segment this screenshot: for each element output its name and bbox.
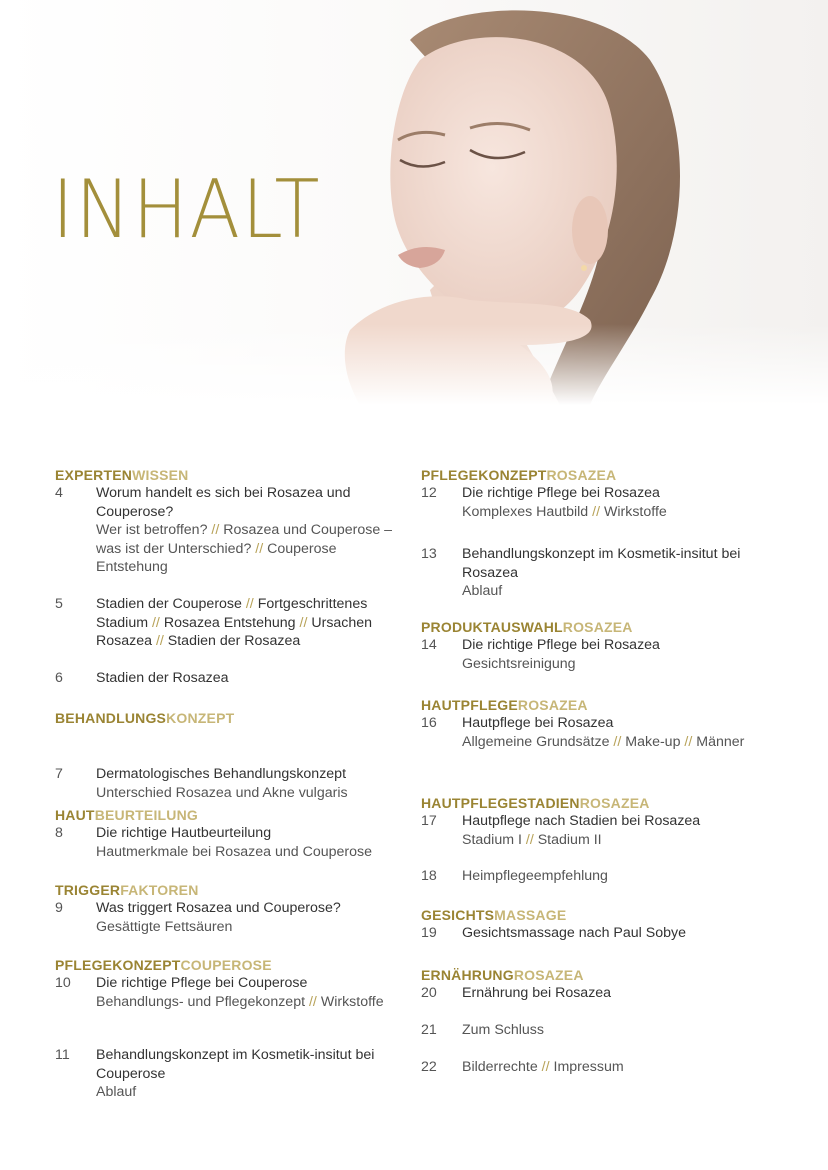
subtopic: Make-up — [625, 733, 681, 750]
entry-title: Hautpflege bei Rosazea — [462, 715, 614, 731]
toc-section — [421, 466, 751, 600]
subtopic: Bilderrechte — [462, 1059, 538, 1075]
section-heading-primary: PFLEGEKONZEPT — [421, 467, 547, 483]
separator: // — [148, 614, 164, 631]
subtopic: Couperose Entstehung — [96, 540, 337, 576]
subtopic: Wer ist betroffen? — [96, 522, 208, 539]
subtopic: Stadium I — [462, 831, 522, 848]
entry-title: Stadien der Rosazea — [96, 670, 229, 686]
entry-body — [96, 484, 410, 577]
entry-subtopics — [96, 595, 410, 651]
subtopic: Männer — [696, 733, 745, 750]
subtopic: Ablauf — [462, 583, 503, 600]
separator: // — [537, 1059, 554, 1075]
entry-title: Worum handelt es sich bei Rosazea und Couperose? — [96, 485, 351, 520]
toc-section — [421, 906, 751, 941]
entry-body — [96, 824, 410, 861]
entry-body — [462, 867, 751, 886]
entry-title: Dermatologisches Behandlungskonzept — [96, 766, 347, 782]
subtopic: Ablauf — [96, 1084, 137, 1101]
entry-subtopics — [462, 582, 751, 601]
entry-subtopics — [96, 1083, 410, 1102]
entry-subtopics — [96, 993, 410, 1012]
section-heading-primary: EXPERTEN — [55, 467, 133, 483]
subtopic: Stadium II — [537, 831, 602, 848]
page-number: 12 — [421, 485, 437, 501]
toc-section — [55, 806, 410, 860]
subtopic: Stadien der Rosazea — [167, 633, 301, 650]
entry-subtopics — [96, 784, 410, 803]
page-number: 20 — [421, 985, 437, 1001]
section-heading-secondary: WISSEN — [132, 467, 189, 483]
toc-entry[interactable] — [421, 714, 751, 751]
entry-body — [462, 1058, 751, 1077]
entry-subtopics — [96, 521, 410, 577]
separator: // — [680, 733, 697, 750]
toc-entry[interactable] — [421, 1021, 751, 1040]
page-number: 22 — [421, 1059, 437, 1075]
subtopic: Rosazea Entstehung — [163, 614, 296, 631]
entry-title: Die richtige Pflege bei Rosazea — [462, 485, 660, 501]
section-heading-primary: ERNÄHRUNG — [421, 967, 514, 983]
entry-body — [462, 924, 751, 943]
toc-section — [55, 466, 410, 686]
subtopic: Komplexes Hautbild — [462, 503, 589, 520]
toc-entry[interactable] — [55, 1046, 410, 1102]
entry-body — [462, 984, 751, 1003]
entry-body — [462, 1021, 751, 1040]
entry-body — [96, 899, 410, 936]
entry-body — [462, 812, 751, 849]
page-number: 16 — [421, 715, 437, 731]
entry-subtopics — [96, 843, 410, 862]
page-number: 9 — [55, 900, 63, 916]
entry-subtopics — [462, 831, 751, 850]
entry-body — [96, 669, 410, 688]
separator: // — [588, 503, 604, 520]
page-number: 5 — [55, 596, 63, 612]
section-heading-primary: BEHANDLUNGS — [55, 710, 167, 726]
entry-title: Die richtige Hautbeurteilung — [96, 825, 272, 841]
section-heading-secondary: BEURTEILUNG — [94, 807, 198, 823]
entry-subtopics — [96, 918, 410, 937]
entry-body — [462, 545, 751, 601]
section-heading-secondary: FAKTOREN — [120, 882, 199, 898]
subtopic: Zum Schluss — [462, 1022, 544, 1038]
separator: // — [207, 522, 224, 539]
entry-body — [96, 765, 410, 802]
entry-body — [462, 636, 751, 673]
toc-entry[interactable] — [421, 636, 751, 673]
section-heading-secondary: ROSAZEA — [546, 467, 617, 483]
toc-entry[interactable] — [55, 595, 410, 651]
entry-body — [96, 595, 410, 651]
toc-entry[interactable] — [55, 974, 410, 1011]
subtopic: Ursachen Rosazea — [96, 614, 373, 650]
section-heading-secondary: COUPEROSE — [180, 957, 272, 973]
page-number: 19 — [421, 925, 437, 941]
section-heading-secondary: ROSAZEA — [517, 697, 588, 713]
subtopic: Impressum — [553, 1059, 624, 1075]
separator: // — [241, 596, 258, 612]
entry-title: Was triggert Rosazea und Couperose? — [96, 900, 341, 916]
section-heading-primary: HAUTPFLEGESTADIEN — [421, 795, 580, 811]
section-heading — [421, 794, 751, 812]
page-number: 13 — [421, 546, 437, 562]
entry-title: Behandlungskonzept im Kosmetik-insitut bei Rosazea — [462, 546, 741, 581]
toc-section — [421, 794, 751, 884]
page-number: 8 — [55, 825, 63, 841]
toc-entry[interactable] — [421, 545, 751, 601]
entry-title: Die richtige Pflege bei Couperose — [96, 975, 308, 991]
section-heading-secondary: KONZEPT — [166, 710, 235, 726]
section-heading-secondary: ROSAZEA — [579, 795, 650, 811]
page-number: 10 — [55, 975, 71, 991]
entry-subtopics — [462, 503, 751, 522]
toc-entry[interactable] — [55, 765, 410, 802]
section-heading-primary: TRIGGER — [55, 882, 121, 898]
section-heading-secondary: MASSAGE — [494, 907, 567, 923]
toc-entry[interactable] — [421, 984, 751, 1003]
subtopic: Wirkstoffe — [603, 503, 667, 520]
section-heading — [55, 956, 410, 974]
entry-subtopics — [462, 867, 751, 886]
entry-body — [462, 484, 751, 521]
entry-title: Gesichtsmassage nach Paul Sobye — [462, 925, 686, 941]
toc-section — [55, 881, 410, 935]
toc-section — [55, 709, 410, 801]
entry-subtopics — [462, 1058, 751, 1077]
page-number: 4 — [55, 485, 63, 501]
subtopic: Heimpflegeempfehlung — [462, 868, 608, 884]
entry-body — [96, 1046, 410, 1102]
entry-subtopics — [462, 655, 751, 674]
toc-entry[interactable] — [421, 924, 751, 943]
entry-subtopics — [462, 1021, 751, 1040]
toc-entry[interactable] — [421, 484, 751, 521]
separator: // — [305, 993, 321, 1010]
entry-title: Hautpflege nach Stadien bei Rosazea — [462, 813, 701, 829]
toc-entry[interactable] — [55, 824, 410, 861]
section-heading — [55, 806, 410, 824]
section-heading-primary: PRODUKTAUSWAHL — [421, 619, 563, 635]
subtopic: Gesichtsreinigung — [462, 655, 576, 672]
separator: // — [152, 633, 168, 650]
section-heading — [421, 466, 751, 484]
toc-section — [421, 696, 751, 750]
subtopic: Rosazea und Couperose – was ist der Unterschied? — [96, 522, 393, 557]
toc-section — [421, 618, 751, 672]
page-number: 6 — [55, 670, 63, 686]
section-heading-secondary: ROSAZEA — [562, 619, 633, 635]
separator: // — [295, 614, 312, 631]
subtopic: Hautmerkmale bei Rosazea und Couperose — [96, 843, 373, 860]
page-number: 18 — [421, 868, 437, 884]
section-heading-primary: HAUT — [55, 807, 95, 823]
subtopic: Stadien der Couperose — [96, 596, 242, 612]
toc-entry[interactable] — [55, 899, 410, 936]
section-heading-primary: GESICHTS — [421, 907, 495, 923]
page-number: 7 — [55, 766, 63, 782]
page-number: 21 — [421, 1022, 437, 1038]
section-heading-primary: HAUTPFLEGE — [421, 697, 518, 713]
page-number: 17 — [421, 813, 437, 829]
entry-title: Die richtige Pflege bei Rosazea — [462, 637, 660, 653]
toc-section — [421, 966, 751, 1075]
subtopic: Wirkstoffe — [320, 993, 384, 1010]
section-heading — [55, 881, 410, 899]
subtopic: Unterschied Rosazea und Akne vulgaris — [96, 784, 348, 801]
subtopic: Behandlungs- und Pflegekonzept — [96, 993, 306, 1010]
section-heading — [55, 709, 410, 727]
entry-subtopics — [462, 733, 751, 752]
section-heading — [421, 966, 751, 984]
entry-body — [462, 714, 751, 751]
separator: // — [521, 831, 538, 848]
subtopic: Allgemeine Grundsätze — [462, 733, 610, 750]
page-number: 14 — [421, 637, 437, 653]
page-number: 11 — [55, 1047, 70, 1063]
section-heading — [421, 618, 751, 636]
section-heading — [55, 466, 410, 484]
separator: // — [251, 540, 268, 557]
section-heading — [421, 696, 751, 714]
toc-entry[interactable] — [421, 867, 751, 886]
entry-body — [96, 974, 410, 1011]
section-heading — [421, 906, 751, 924]
entry-title: Ernährung bei Rosazea — [462, 985, 612, 1001]
toc-entry[interactable] — [421, 1058, 751, 1077]
section-heading-secondary: ROSAZEA — [513, 967, 584, 983]
subtopic: Fortgeschrittenes Stadium — [96, 596, 368, 631]
toc-entry[interactable] — [55, 669, 410, 688]
separator: // — [609, 733, 626, 750]
page-title: INHALT — [52, 163, 322, 256]
entry-title: Behandlungskonzept im Kosmetik-insitut bei Couperose — [96, 1047, 375, 1082]
toc-entry[interactable] — [55, 484, 410, 577]
toc-section — [55, 956, 410, 1101]
section-heading-primary: PFLEGEKONZEPT — [55, 957, 181, 973]
toc-entry[interactable] — [421, 812, 751, 849]
subtopic: Gesättigte Fettsäuren — [96, 918, 233, 935]
